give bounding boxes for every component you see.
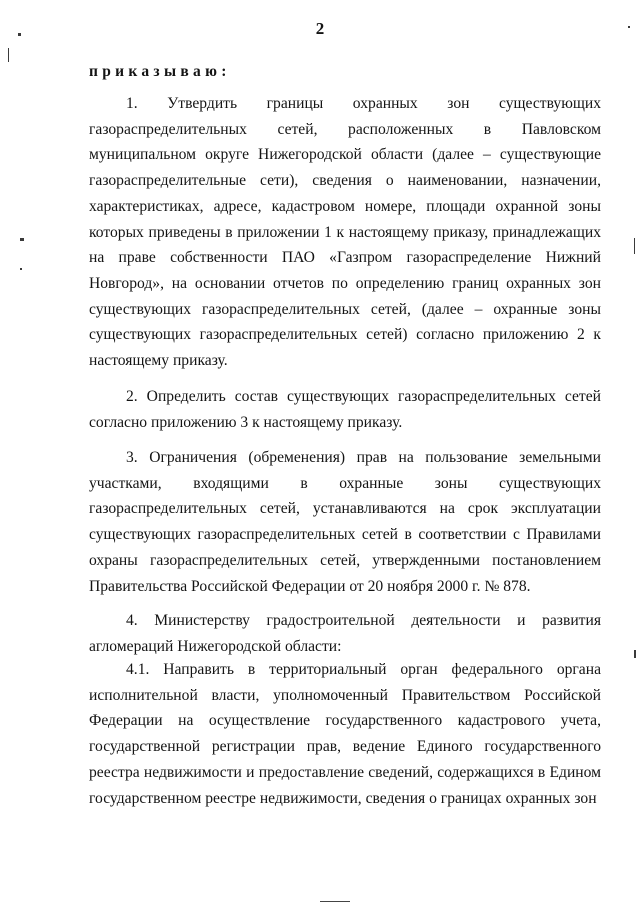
scan-mark	[20, 268, 22, 270]
scan-mark	[634, 238, 635, 254]
scan-mark	[20, 238, 24, 241]
scan-mark	[8, 48, 9, 62]
bottom-line	[320, 901, 350, 902]
paragraph-3: 3. Ограничения (обременения) прав на пользование земельными участками, входящими в охранные зоны существующих газораспределительных сетей, устанавливаются на срок эксплуатации существующих газораспределительных сетей в соответствии с Правилами охраны газораспределительных сетей, утвержденными постановлением Правительства Российской Федерации от 20 ноября 2000 г. № 878.	[89, 449, 601, 595]
order-heading: приказываю:	[89, 63, 231, 80]
page-number: 2	[315, 19, 325, 38]
paragraph-4-1: 4.1. Направить в территориальный орган федерального органа исполнительной власти, уполномоченный Правительством Российской Федерации на осуществление государственного кадастрового учета, государственной регистрации прав, ведение Единого государственного реестра недвижимости и предоставление сведений, содержащихся в Едином государственном реестре недвижимости, сведения о границах охранных зон	[89, 661, 601, 807]
paragraph-4: 4. Министерству градостроительной деятельности и развития агломераций Нижегородской области:	[89, 612, 601, 655]
paragraph-2: 2. Определить состав существующих газораспределительных сетей согласно приложению 3 к настоящему приказу.	[89, 388, 601, 431]
scan-mark	[628, 26, 630, 28]
scan-mark	[18, 33, 21, 36]
paragraph-1: 1. Утвердить границы охранных зон существующих газораспределительных сетей, расположенных в Павловском муниципальном округе Нижегородской области (далее – существующие газораспределительные сети), сведения о наименовании, назначении, характеристиках, адресе, кадастровом номере, площади охранной зоны которых приведены в приложении 1 к настоящему приказу, принадлежащих на праве собственности ПАО «Газпром газораспределение Нижний Новгород», на основании отчетов по определению границ охранных зон существующих газораспределительных сетей, (далее – охранные зоны существующих газораспределительных сетей) согласно приложению 2 к настоящему приказу.	[89, 95, 601, 370]
scan-mark	[634, 650, 636, 658]
